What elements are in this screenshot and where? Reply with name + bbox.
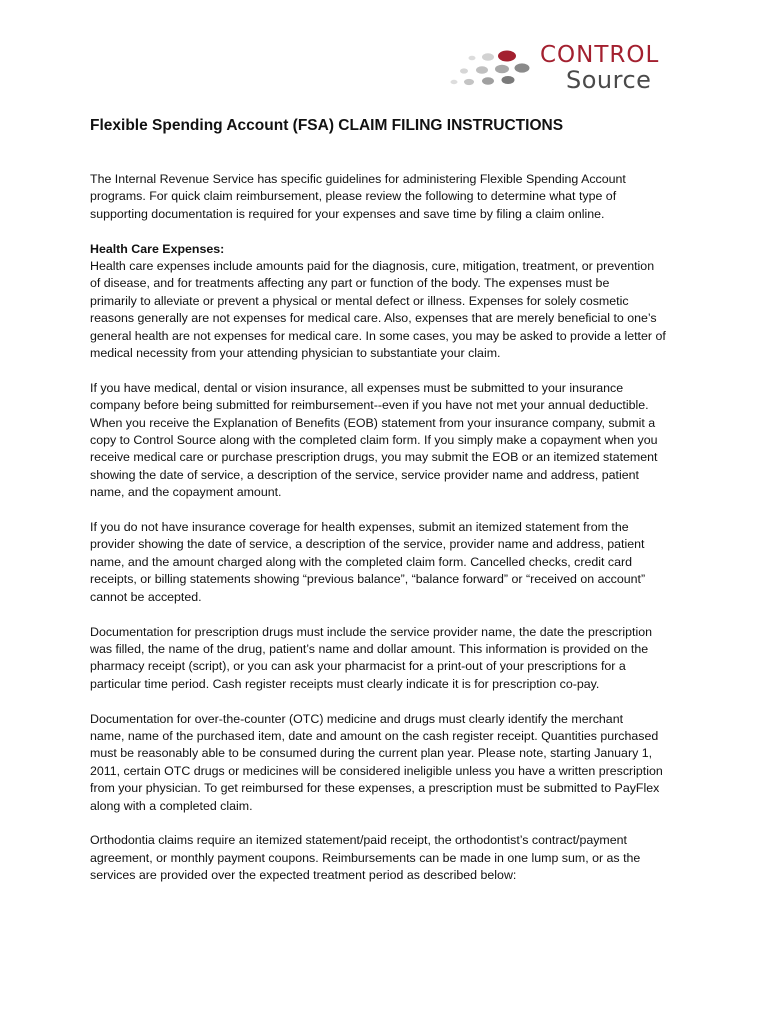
section-heading: Health Care Expenses: (90, 241, 225, 256)
text-line: particular time period. Cash register receipts must clearly indicate it is for prescription co-pay. (90, 676, 600, 691)
logo-line-source: Source (566, 66, 652, 94)
text-line: copy to Control Source along with the completed claim form. If you simply make a copayment when you (90, 433, 658, 448)
text-line: name, name of the purchased item, date and amount on the cash register receipt. Quantities purchased (90, 728, 659, 743)
page-title: Flexible Spending Account (FSA) CLAIM FILING INSTRUCTIONS (90, 117, 564, 134)
text-line: name, and the amount charged along with the completed claim form. Cancelled checks, credit card (90, 554, 633, 569)
text-line: If you have medical, dental or vision insurance, all expenses must be submitted to your insurance (90, 380, 624, 395)
text-line: receipts, or billing statements showing “previous balance”, “balance forward” or “received on account” (90, 572, 646, 587)
logo-line-control: CONTROL (540, 42, 660, 68)
text-line: 2011, certain OTC drugs or medicines will be considered ineligible unless you have a written prescription (90, 763, 663, 778)
text-line: reasons generally are not expenses for medical care. Also, expenses that are merely beneficial to one’s (90, 311, 657, 326)
otc-paragraph (90, 711, 688, 815)
text-line: name, and the copayment amount. (90, 485, 282, 500)
insurance-paragraph (90, 380, 688, 502)
document-body (90, 171, 688, 902)
text-line: showing the date of service, a description of the service, service provider name and address, patient (90, 467, 639, 482)
text-line: general health are not expenses for medical care. In some cases, you may be asked to provide a letter of (90, 328, 666, 343)
logo-wordmark (540, 44, 659, 92)
control-source-logo (448, 40, 688, 96)
text-line: company before being submitted for reimbursement--even if you have not met your annual deductible. (90, 398, 649, 413)
intro-paragraph (90, 171, 688, 223)
text-line: pharmacy receipt (script), or you can ask your pharmacist for a print-out of your prescriptions for a (90, 659, 626, 674)
text-line: was filled, the name of the drug, patient’s name and dollar amount. This information is provided on the (90, 641, 649, 656)
prescription-paragraph (90, 624, 688, 694)
text-line: Health care expenses include amounts paid for the diagnosis, cure, mitigation, treatment, or prevention (90, 259, 655, 274)
orthodontia-paragraph (90, 832, 688, 884)
text-line: Documentation for over-the-counter (OTC) medicine and drugs must clearly identify the merchant (90, 711, 624, 726)
text-line: If you do not have insurance coverage for health expenses, submit an itemized statement from the (90, 520, 629, 535)
text-line: must be reasonably able to be consumed during the current plan year. Please note, starting January 1, (90, 746, 653, 761)
text-line: medical necessity from your attending physician to substantiate your claim. (90, 346, 501, 361)
text-line: supporting documentation is required for your expenses and save time by filing a claim online. (90, 206, 605, 221)
text-line: primarily to alleviate or prevent a physical or mental defect or illness. Expenses for solely cosmetic (90, 293, 629, 308)
text-line: Documentation for prescription drugs must include the service provider name, the date the prescription (90, 624, 652, 639)
no-insurance-paragraph (90, 519, 688, 606)
text-line: receive medical care or purchase prescription drugs, you may submit the EOB or an itemized statement (90, 450, 658, 465)
text-line: programs. For quick claim reimbursement, please review the following to determine what type of (90, 189, 617, 204)
text-line: services are provided over the expected treatment period as described below: (90, 868, 517, 883)
text-line: The Internal Revenue Service has specific guidelines for administering Flexible Spending Account (90, 172, 626, 186)
text-line: along with a completed claim. (90, 798, 253, 813)
text-line: When you receive the Explanation of Benefits (EOB) statement from your insurance company, submit a (90, 415, 656, 430)
health-care-paragraph (90, 241, 688, 363)
text-line: of disease, and for treatments affecting any part or function of the body. The expenses must be (90, 276, 610, 291)
text-line: cannot be accepted. (90, 589, 202, 604)
text-line: agreement, or monthly payment coupons. Reimbursements can be made in one lump sum, or as the (90, 850, 641, 865)
logo-dots-icon (448, 44, 544, 94)
text-line: from your physician. To get reimbursed for these expenses, a prescription must be submitted to PayFlex (90, 781, 660, 796)
text-line: provider showing the date of service, a description of the service, provider name and address, patient (90, 537, 645, 552)
text-line: Orthodontia claims require an itemized statement/paid receipt, the orthodontist’s contract/payment (90, 833, 627, 848)
